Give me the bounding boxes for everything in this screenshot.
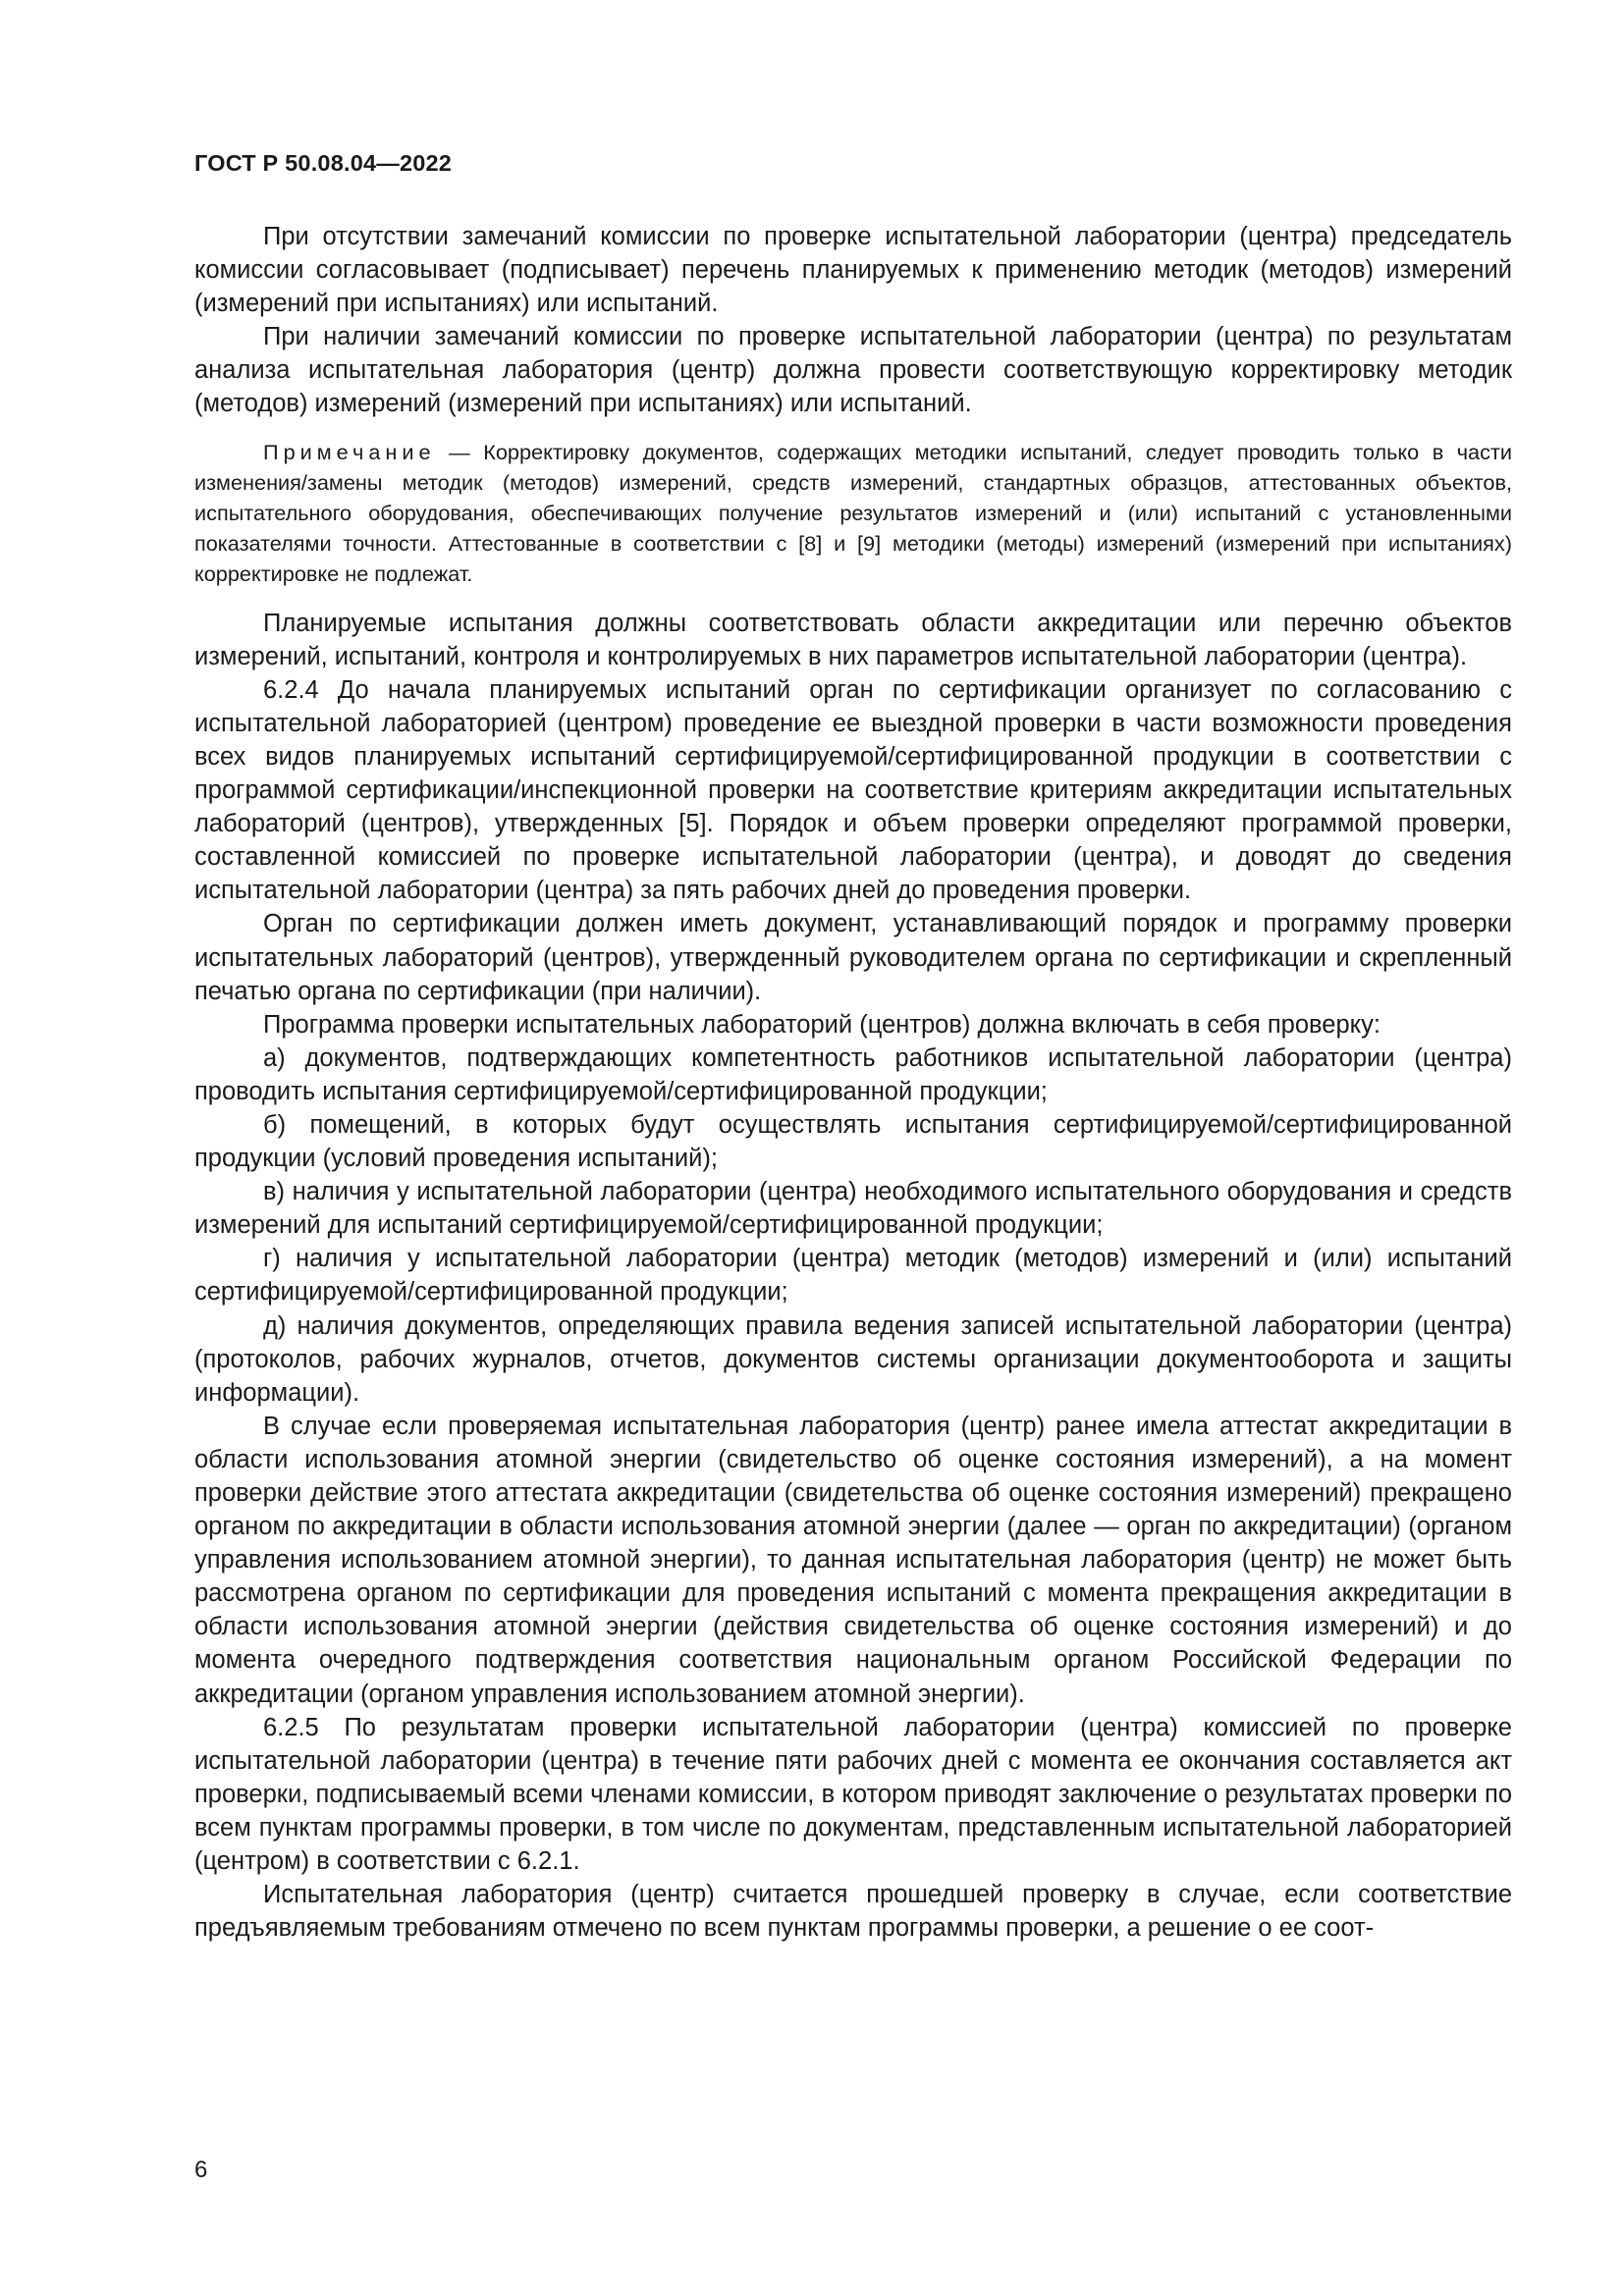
note-text: Корректировку документов, содержащих методики испытаний, следует проводить только в части изменения/замены методик (методов) измерений, средств измерений, стандартных образцов, аттестованных объектов, испытательного оборудования, обеспечивающих получение результатов измерений и (или) испытаний с установленными показателями точности. Аттестованные в соответствии с [8] и [9] методики (методы) измерений (измерений при испытаниях) корректировке не подлежат. [194,439,1512,587]
document-page [194,0,1512,2296]
paragraph: Орган по сертификации должен иметь документ, устанавливающий порядок и программу проверки испытательных лабораторий (центров), утвержденный руководителем органа по сертификации и скрепленный печатью органа по сертификации (при наличии). [194,910,1512,1005]
note-dash: — [435,439,484,464]
list-item-g: г) наличия у испытательной лаборатории (центра) методик (методов) измерений и (или) испытаний сертифицируемой/сертифицированной продукции; [194,1245,1512,1307]
note-block [194,437,1512,590]
standard-code-header: ГОСТ Р 50.08.04—2022 [194,150,453,176]
list-item-a: а) документов, подтверждающих компетентность работников испытательной лаборатории (центра) проводить испытания сертифицируемой/сертифицированной продукции; [194,1043,1512,1105]
paragraph: Испытательная лаборатория (центр) считается прошедшей проверку в случае, если соответствие предъявляемым требованиям отмечено по всем пунктам программы проверки, а решение о ее соот- [194,1881,1512,1943]
paragraph: Планируемые испытания должны соответствовать области аккредитации или перечню объектов измерений, испытаний, контроля и контролируемых в них параметров испытательной лаборатории (центра). [194,609,1512,670]
paragraph: В случае если проверяемая испытательная лаборатория (центр) ранее имела аттестат аккредитации в области использования атомной энергии (свидетельство об оценке состояния измерений), а на момент проверки действие этого аттестата аккредитации (свидетельства об оценке состояния измерений) прекращено органом по аккредитации в области использования атомной энергии (далее — орган по аккредитации) (органом управления использованием атомной энергии), то данная испытательная лаборатория (центр) не может быть рассмотрена органом по сертификации для проведения испытаний с момента прекращения аккредитации в области использования атомной энергии (действия свидетельства об оценке состояния измерений) и до момента очередного подтверждения соответствия национальным органом Российской Федерации по аккредитации (органом управления использованием атомной энергии). [194,1412,1512,1708]
list-item-v: в) наличия у испытательной лаборатории (центра) необходимого испытательного оборудования и средств измерений для испытаний сертифицируемой/сертифицированной продукции; [194,1178,1512,1240]
list-item-d: д) наличия документов, определяющих правила ведения записей испытательной лаборатории (центра) (протоколов, рабочих журналов, отчетов, документов системы организации документооборота и защиты информации). [194,1311,1512,1407]
section-6-2-5: 6.2.5 По результатам проверки испытательной лаборатории (центра) комиссией по проверке испытательной лаборатории (центра) в течение пяти рабочих дней с момента ее окончания составляется акт проверки, подписываемый всеми членами комиссии, в котором приводят заключение о результатах проверки по всем пунктам программы проверки, в том числе по документам, представленным испытательной лабораторией (центром) в соответствии с 6.2.1. [194,1713,1512,1876]
page-body [194,220,1512,1945]
note-label: Примечание [263,439,436,464]
list-item-b: б) помещений, в которых будут осуществлять испытания сертифицируемой/сертифицированной продукции (условий проведения испытаний); [194,1110,1512,1173]
page-number: 6 [194,2157,208,2183]
section-6-2-4: 6.2.4 До начала планируемых испытаний орган по сертификации организует по согласованию с испытательной лабораторией (центром) проведение ее выездной проверки в части возможности проведения всех видов планируемых испытаний сертифицируемой/сертифицированной продукции в соответствии с программой сертификации/инспекционной проверки на соответствие критериям аккредитации испытательных лабораторий (центров), утвержденных [5]. Порядок и объем проверки определяют программой проверки, составленной комиссией по проверке испытательной лаборатории (центра), и доводят до сведения испытательной лаборатории (центра) за пять рабочих дней до проведения проверки. [194,675,1512,905]
paragraph: При отсутствии замечаний комиссии по проверке испытательной лаборатории (центра) председатель комиссии согласовывает (подписывает) перечень планируемых к применению методик (методов) измерений (измерений при испытаниях) или испытаний. [194,223,1512,318]
paragraph: Программа проверки испытательных лабораторий (центров) должна включать в себя проверку: [263,1010,1380,1039]
paragraph: При наличии замечаний комиссии по проверке испытательной лаборатории (центра) по результатам анализа испытательная лаборатория (центр) должна провести соответствующую корректировку методик (методов) измерений (измерений при испытаниях) или испытаний. [194,323,1512,418]
